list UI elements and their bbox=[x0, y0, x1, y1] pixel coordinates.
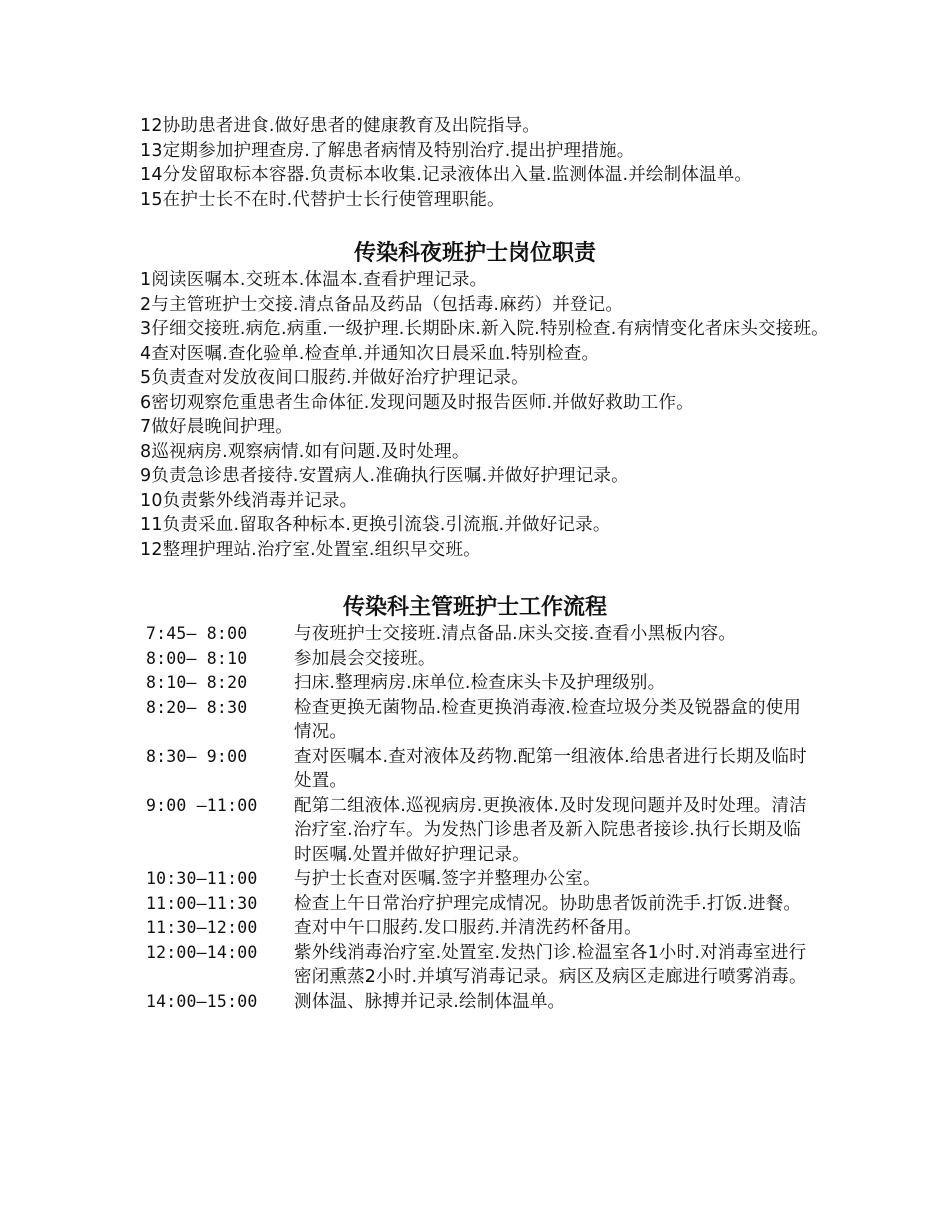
schedule-row bbox=[146, 990, 826, 1015]
schedule-row bbox=[146, 941, 826, 990]
list-item: 15在护士长不在时.代替护士长行使管理职能。 bbox=[140, 189, 505, 210]
schedule-time: 11:00—11:30 bbox=[146, 893, 258, 913]
schedule-time: 9:00 —11:00 bbox=[146, 795, 258, 815]
schedule-task: 查对医嘱本.查对液体及药物.配第一组液体.给患者进行长期及临时处置。 bbox=[294, 746, 807, 791]
schedule-task: 扫床.整理病房.床单位.检查床头卡及护理级别。 bbox=[294, 673, 666, 693]
list-item: 12整理护理站.治疗室.处置室.组织早交班。 bbox=[140, 539, 481, 560]
list-item: 8巡视病房.观察病情.如有问题.及时处理。 bbox=[140, 441, 470, 462]
night-shift-title: 传染科夜班护士岗位职责 bbox=[353, 240, 596, 266]
schedule-task: 与夜班护士交接班.清点备品.床头交接.查看小黑板内容。 bbox=[294, 624, 737, 644]
list-item: 7做好晨晚间护理。 bbox=[140, 417, 293, 437]
workflow-schedule bbox=[146, 622, 826, 1014]
list-item: 10负责紫外线消毒并记录。 bbox=[140, 490, 358, 511]
schedule-row bbox=[146, 892, 826, 917]
list-item: 13定期参加护理查房.了解患者病情及特别治疗.提出护理措施。 bbox=[140, 140, 635, 161]
schedule-time: 7:45— 8:00 bbox=[146, 624, 248, 643]
schedule-time: 14:00—15:00 bbox=[146, 991, 258, 1011]
list-item: 3仔细交接班.病危.病重.一级护理.长期卧床.新入院.特别检查.有病情变化者床头交接班。 bbox=[140, 319, 829, 339]
schedule-task: 参加晨会交接班。 bbox=[294, 648, 436, 669]
schedule-row bbox=[146, 916, 826, 941]
list-item: 2与主管班护士交接.清点备品及药品（包括毒.麻药）并登记。 bbox=[140, 294, 624, 315]
schedule-task: 配第二组液体.巡视病房.更换液体.及时发现问题并及时处理。清洁治疗室.治疗车。为发热门诊患者及新入院患者接诊.执行长期及临时医嘱.处置并做好护理记录。 bbox=[294, 795, 807, 865]
schedule-task: 检查上午日常治疗护理完成情况。协助患者饭前洗手.打饭.进餐。 bbox=[294, 893, 802, 914]
schedule-time: 10:30—11:00 bbox=[146, 869, 258, 888]
list-item: 6密切观察危重患者生命体征.发现问题及时报告医师.并做好救助工作。 bbox=[140, 392, 694, 413]
schedule-row bbox=[146, 867, 826, 892]
schedule-task: 检查更换无菌物品.检查更换消毒液.检查垃圾分类及锐器盒的使用情况。 bbox=[294, 697, 802, 742]
schedule-time: 12:00—14:00 bbox=[146, 942, 258, 962]
list-item: 5负责查对发放夜间口服药.并做好治疗护理记录。 bbox=[140, 368, 529, 388]
night-duties-list bbox=[140, 268, 830, 562]
schedule-row bbox=[146, 696, 826, 745]
schedule-row bbox=[146, 671, 826, 696]
schedule-time: 11:30—12:00 bbox=[146, 918, 258, 937]
list-item: 14分发留取标本容器.负责标本收集.记录液体出入量.监测体温.并绘制体温单。 bbox=[140, 165, 753, 185]
list-item: 9负责急诊患者接待.安置病人.准确执行医嘱.并做好护理记录。 bbox=[140, 466, 629, 486]
list-item: 11负责采血.留取各种标本.更换引流袋.引流瓶.并做好记录。 bbox=[140, 515, 611, 535]
schedule-row bbox=[146, 745, 826, 794]
schedule-time: 8:20— 8:30 bbox=[146, 697, 248, 717]
schedule-task: 查对中午口服药.发口服药.并清洗药杯备用。 bbox=[294, 918, 642, 938]
schedule-row bbox=[146, 794, 826, 868]
schedule-task: 测体温、脉搏并记录.绘制体温单。 bbox=[294, 991, 566, 1012]
schedule-time: 8:00— 8:10 bbox=[146, 648, 248, 668]
list-item: 4查对医嘱.查化验单.检查单.并通知次日晨采血.特别检查。 bbox=[140, 343, 600, 364]
workflow-title: 传染科主管班护士工作流程 bbox=[342, 594, 607, 620]
schedule-row bbox=[146, 647, 826, 672]
schedule-task: 紫外线消毒治疗室.处置室.发热门诊.检温室各1小时.对消毒室进行密闭熏蒸2小时.并填写消毒记录。病区及病区走廊进行喷雾消毒。 bbox=[294, 942, 807, 987]
list-item: 12协助患者进食.做好患者的健康教育及出院指导。 bbox=[140, 116, 541, 136]
schedule-row bbox=[146, 622, 826, 647]
list-item: 1阅读医嘱本.交班本.体温本.查看护理记录。 bbox=[140, 270, 488, 290]
schedule-time: 8:10— 8:20 bbox=[146, 673, 248, 692]
previous-duties-list bbox=[140, 114, 830, 212]
schedule-time: 8:30— 9:00 bbox=[146, 746, 248, 766]
schedule-task: 与护士长查对医嘱.签字并整理办公室。 bbox=[294, 869, 601, 889]
